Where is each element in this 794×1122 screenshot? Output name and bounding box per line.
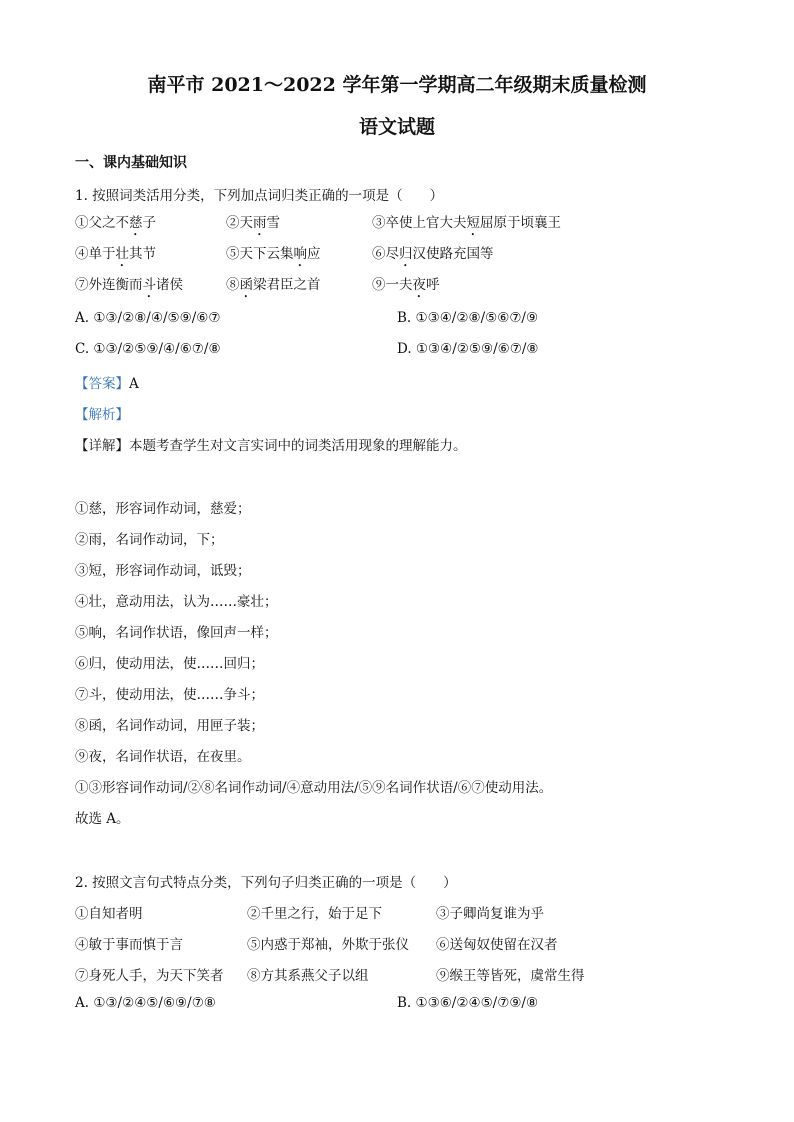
q2-stem: 2. 按照文言句式特点分类，下列句子归类正确的一项是（ ） <box>75 875 457 891</box>
q1-item: ②天雨雪 <box>226 215 280 231</box>
note-line: ①慈，形容词作动词，慈爱； <box>75 501 251 517</box>
q2-item: ⑥送匈奴使留在汉者 <box>436 937 558 953</box>
q1-stem: 1. 按照词类活用分类，下列加点词归类正确的一项是（ ） <box>75 188 444 204</box>
q2-option-b: B. ①③⑥/②④⑤/⑦⑨/⑧ <box>397 995 539 1011</box>
q2-item: ⑧方其系燕父子以组 <box>247 968 369 984</box>
q1-option-c: C. ①③/②⑤⑨/④/⑥⑦/⑧ <box>75 341 221 357</box>
conclusion-line: 故选 A。 <box>75 811 130 827</box>
summary-line: ①③形容词作动词/②⑧名词作动词/④意动用法/⑤⑨名词作状语/⑥⑦使动用法。 <box>75 780 553 796</box>
document-subtitle: 语文试题 <box>358 116 435 138</box>
note-line: ②雨，名词作动词，下； <box>75 532 224 548</box>
q2-item: ①自知者明 <box>75 906 143 922</box>
q2-item: ③子卿尚复谁为乎 <box>436 906 544 922</box>
answer-label: 【答案】 <box>75 376 129 392</box>
q2-option-a: A. ①③/②④⑤/⑥⑨/⑦⑧ <box>75 995 216 1011</box>
q1-item: ⑨一夫夜呼 <box>372 277 440 293</box>
q1-item: ⑦外连衡而斗诸侯 <box>75 277 183 293</box>
q2-item: ⑨缑王等皆死，虞常生得 <box>436 968 585 984</box>
q1-item: ④单于壮其节 <box>75 246 156 262</box>
q1-item: ①父之不慈子 <box>75 215 156 231</box>
q2-item: ②千里之行，始于足下 <box>247 906 382 922</box>
analysis-label: 【解析】 <box>75 407 129 423</box>
detail-text: 【详解】本题考查学生对文言实词中的词类活用现象的理解能力。 <box>75 438 467 454</box>
section-heading: 一、课内基础知识 <box>75 155 187 171</box>
q1-item: ⑤天下云集响应 <box>226 246 321 262</box>
q1-item: ③卒使上官大夫短屈原于顷襄王 <box>372 215 561 231</box>
q2-item: ⑤内惑于郑袖，外欺于张仪 <box>247 937 409 953</box>
q1-answer <box>75 372 139 392</box>
note-line: ⑦斗，使动用法，使……争斗； <box>75 687 264 703</box>
q2-item: ④敏于事而慎于言 <box>75 937 183 953</box>
q1-item: ⑧函梁君臣之首 <box>226 277 321 293</box>
note-line: ⑧函，名词作动词，用匣子装； <box>75 718 264 734</box>
q1-item: ⑥尽归汉使路充国等 <box>372 246 494 262</box>
answer-value: A <box>129 376 139 392</box>
q2-item: ⑦身死人手，为天下笑者 <box>75 968 224 984</box>
q1-option-d: D. ①③④/②⑤⑨/⑥⑦/⑧ <box>397 341 539 357</box>
q1-option-b: B. ①③④/②⑧/⑤⑥⑦/⑨ <box>397 310 539 326</box>
note-line: ⑥归，使动用法，使……回归； <box>75 656 264 672</box>
note-line: ⑨夜，名词作状语，在夜里。 <box>75 749 251 765</box>
document-title: 南平市 2021～2022 学年第一学期高二年级期末质量检测 <box>147 74 647 96</box>
note-line: ④壮，意动用法，认为……豪壮； <box>75 594 278 610</box>
q1-option-a: A. ①③/②⑧/④/⑤⑨/⑥⑦ <box>75 310 221 326</box>
note-line: ③短，形容词作动词，诋毁； <box>75 563 251 579</box>
note-line: ⑤响，名词作状语，像回声一样； <box>75 625 278 641</box>
